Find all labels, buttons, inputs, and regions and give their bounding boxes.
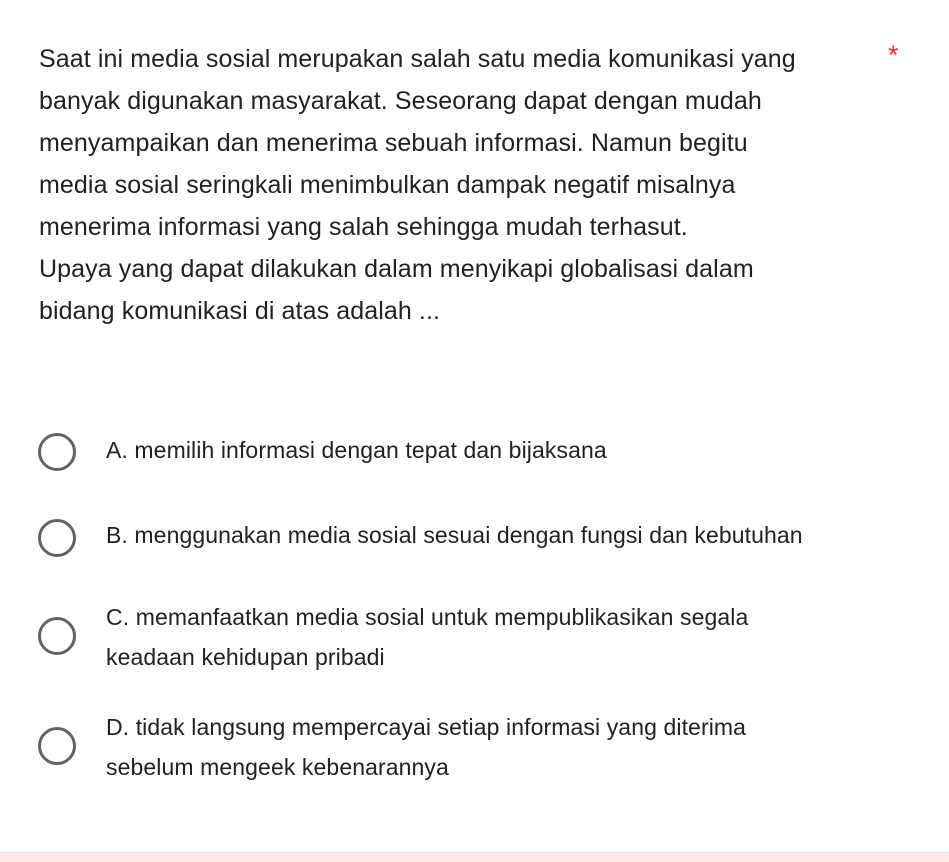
- option-a-label[interactable]: [106, 430, 896, 470]
- required-asterisk: *: [888, 40, 899, 70]
- radio-button-c[interactable]: [38, 617, 76, 655]
- option-c-label[interactable]: [106, 597, 896, 677]
- question-line: Saat ini media sosial merupakan salah satu media komunikasi yang: [39, 45, 796, 73]
- option-d-label[interactable]: [106, 707, 896, 787]
- option-label-line: C. memanfaatkan media sosial untuk mempublikasikan segala: [106, 604, 749, 630]
- question-line: bidang komunikasi di atas adalah ...: [39, 297, 441, 325]
- option-label-line: B. menggunakan media sosial sesuai dengan fungsi dan kebutuhan: [106, 522, 803, 548]
- option-a[interactable]: [38, 430, 898, 470]
- option-label-line: A. memilih informasi dengan tepat dan bijaksana: [106, 437, 607, 463]
- option-label-line: D. tidak langsung mempercayai setiap informasi yang diterima: [106, 714, 747, 740]
- option-label-line: keadaan kehidupan pribadi: [106, 644, 385, 670]
- question-line: banyak digunakan masyarakat. Seseorang dapat dengan mudah: [39, 87, 762, 115]
- question-line: media sosial seringkali menimbulkan dampak negatif misalnya: [39, 171, 736, 199]
- option-b[interactable]: [38, 515, 898, 555]
- question-text: [39, 38, 869, 332]
- question-line: menerima informasi yang salah sehingga mudah terhasut.: [39, 213, 688, 241]
- option-c[interactable]: [38, 597, 898, 677]
- option-label-line: sebelum mengeek kebenarannya: [106, 754, 449, 780]
- radio-button-b[interactable]: [38, 519, 76, 557]
- question-line: menyampaikan dan menerima sebuah informasi. Namun begitu: [39, 129, 748, 157]
- option-b-label[interactable]: [106, 515, 896, 555]
- option-d[interactable]: [38, 707, 898, 787]
- radio-button-a[interactable]: [38, 433, 76, 471]
- question-line: Upaya yang dapat dilakukan dalam menyikapi globalisasi dalam: [39, 255, 754, 283]
- radio-button-d[interactable]: [38, 727, 76, 765]
